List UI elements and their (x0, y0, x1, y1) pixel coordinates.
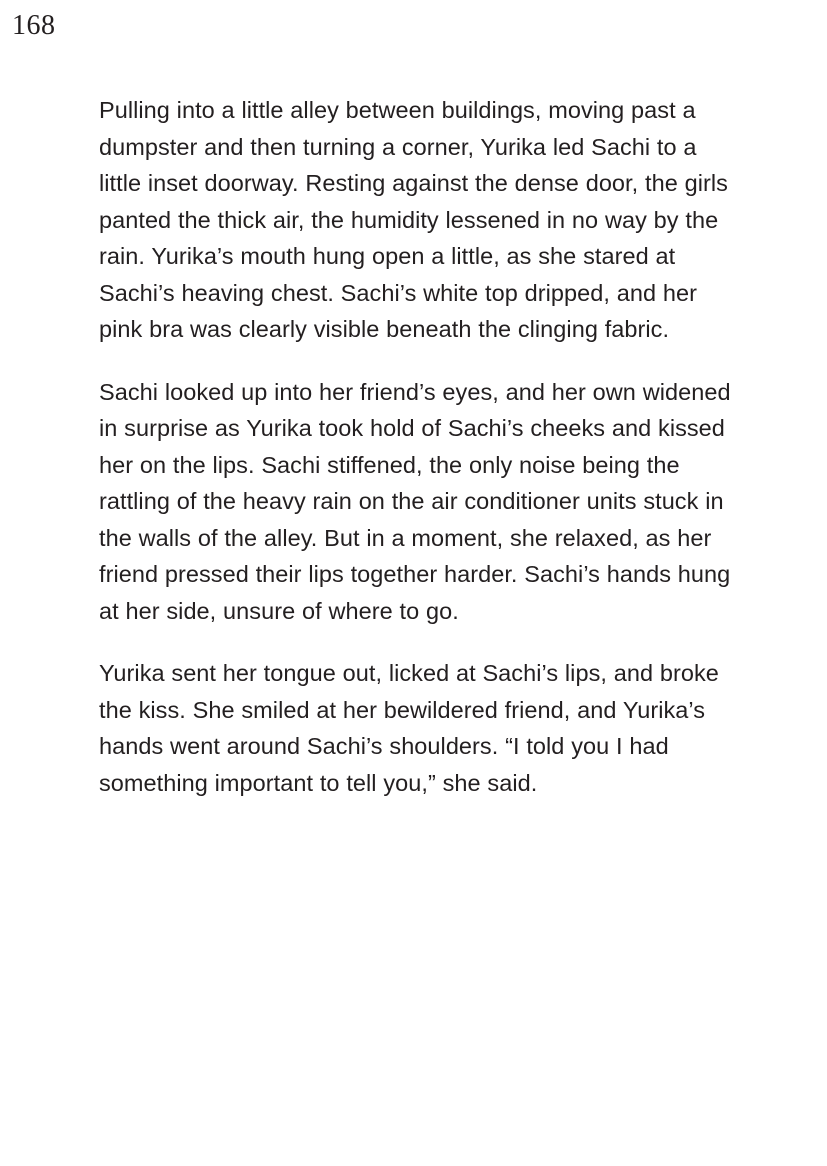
paragraph: Pulling into a little alley between buildings, moving past a dumpster and then turning a corner, Yurika led Sachi to a little inset doorway. Resting against the dense door, the girls panted the thick air, the humidity lessened in no way by the rain. Yurika’s mouth hung open a little, as she stared at Sachi’s heaving chest. Sachi’s white top dripped, and her pink bra was clearly visible beneath the clinging fabric. (99, 97, 728, 342)
page-number: 168 (12, 10, 56, 41)
paragraph: Yurika sent her tongue out, licked at Sachi’s lips, and broke the kiss. She smiled at her bewildered friend, and Yurika’s hands went around Sachi’s shoulders. “I told you I had something important to tell you,” she said. (99, 660, 719, 796)
page-body-text (99, 92, 733, 801)
paragraph: Sachi looked up into her friend’s eyes, and her own widened in surprise as Yurika took hold of Sachi’s cheeks and kissed her on the lips. Sachi stiffened, the only noise being the rattling of the heavy rain on the air conditioner units stuck in the walls of the alley. But in a moment, she relaxed, as her friend pressed their lips together harder. Sachi’s hands hung at her side, unsure of where to go. (99, 378, 731, 624)
